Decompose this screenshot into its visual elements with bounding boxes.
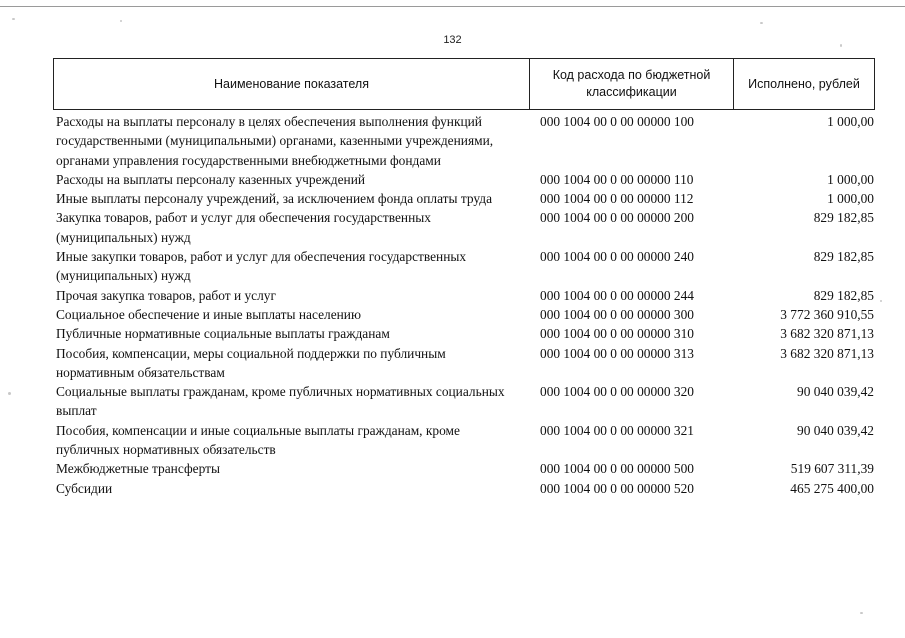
row-name: Пособия, компенсации, меры социальной поддержки по публичным нормативным обязательствам (56, 345, 446, 380)
row-code: 000 1004 00 0 00 00000 100 (540, 114, 694, 129)
row-amount: 1 000,00 (827, 114, 874, 129)
row-code: 000 1004 00 0 00 00000 200 (540, 210, 694, 226)
table-body (53, 112, 875, 498)
row-amount: 3 682 320 871,13 (780, 326, 874, 342)
scan-noise (880, 300, 882, 302)
table-row (53, 382, 875, 421)
table-row (53, 305, 875, 324)
table-header (53, 58, 875, 110)
row-name: Публичные нормативные социальные выплаты гражданам (56, 326, 390, 342)
row-name: Пособия, компенсации и иные социальные выплаты гражданам, кроме публичных нормативных обязательств (56, 422, 460, 458)
row-code: 000 1004 00 0 00 00000 110 (540, 171, 694, 187)
row-name: Прочая закупка товаров, работ и услуг (56, 287, 276, 303)
row-amount: 519 607 311,39 (790, 461, 874, 477)
scan-noise (120, 20, 122, 22)
row-code: 000 1004 00 0 00 00000 520 (540, 480, 694, 496)
row-code: 000 1004 00 0 00 00000 321 (540, 422, 694, 438)
scan-noise (12, 18, 15, 20)
row-code: 000 1004 00 0 00 00000 320 (540, 384, 694, 400)
row-amount: 90 040 039,42 (797, 384, 874, 400)
table-row (53, 286, 875, 305)
header-amount: Исполнено, рублей (748, 76, 860, 91)
row-amount: 1 000,00 (827, 191, 874, 207)
row-name: Иные выплаты персоналу учреждений, за исключением фонда оплаты труда (56, 191, 493, 207)
table-row (53, 170, 875, 189)
table-row (53, 247, 875, 286)
table-row (53, 421, 875, 460)
row-name: Социальное обеспечение и иные выплаты населению (56, 306, 361, 322)
row-code: 000 1004 00 0 00 00000 240 (540, 249, 694, 265)
row-name: Субсидии (56, 480, 113, 496)
page-number: 132 (443, 34, 462, 46)
scan-noise (760, 22, 763, 24)
header-code: Код расхода по бюджетной классификации (530, 59, 734, 109)
row-code: 000 1004 00 0 00 00000 310 (540, 326, 694, 342)
table-row (53, 344, 875, 383)
table-row (53, 324, 875, 343)
row-code: 000 1004 00 0 00 00000 112 (540, 191, 694, 207)
row-amount: 465 275 400,00 (790, 480, 874, 496)
row-amount: 1 000,00 (827, 171, 874, 187)
row-amount: 3 772 360 910,55 (780, 306, 874, 322)
row-name: Расходы на выплаты персоналу казенных учреждений (56, 171, 366, 187)
scan-edge-line (0, 6, 905, 7)
row-name: Иные закупки товаров, работ и услуг для обеспечения государственных (муниципальных) нужд (56, 249, 467, 284)
row-name: Расходы на выплаты персоналу в целях обеспечения выполнения функций государственными (муниципальными) органами, казенными учреждениями, органами управления государственными внебюджетными фондами (56, 114, 494, 168)
row-amount: 3 682 320 871,13 (780, 345, 874, 361)
row-name: Межбюджетные трансферты (56, 461, 220, 477)
header-name: Наименование показателя (54, 59, 530, 109)
row-name: Социальные выплаты гражданам, кроме публичных нормативных социальных выплат (56, 384, 505, 419)
table-row (53, 459, 875, 478)
table-row (53, 189, 875, 208)
row-code: 000 1004 00 0 00 00000 244 (540, 287, 694, 303)
row-code: 000 1004 00 0 00 00000 313 (540, 345, 694, 361)
row-amount: 829 182,85 (813, 287, 874, 303)
table-row (53, 112, 875, 170)
table-row (53, 479, 875, 498)
table-row (53, 208, 875, 247)
row-name: Закупка товаров, работ и услуг для обеспечения государственных (муниципальных) нужд (56, 210, 431, 245)
row-amount: 829 182,85 (813, 210, 874, 226)
scan-noise (860, 612, 863, 614)
row-code: 000 1004 00 0 00 00000 300 (540, 306, 694, 322)
row-amount: 90 040 039,42 (797, 422, 874, 438)
row-amount: 829 182,85 (813, 249, 874, 265)
scan-noise (8, 392, 11, 395)
row-code: 000 1004 00 0 00 00000 500 (540, 461, 694, 477)
